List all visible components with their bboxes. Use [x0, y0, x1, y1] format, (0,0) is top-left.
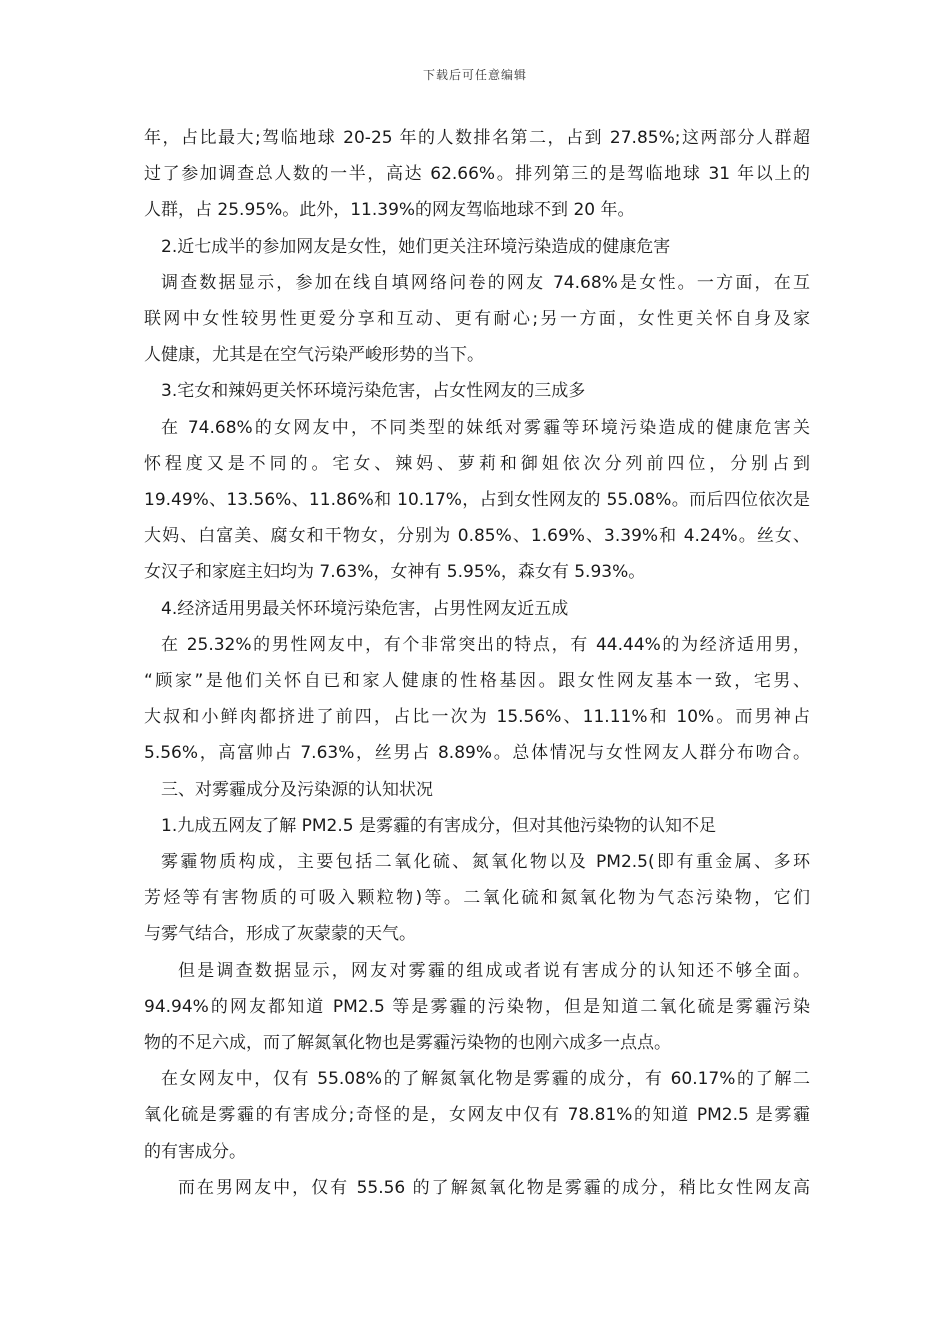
- text-line: 19.49%、13.56%、11.86%和 10.17%，占到女性网友的 55.08%。而后四位依次是: [144, 490, 810, 511]
- text-line: 雾霾物质构成，主要包括二氧化硫、氮氧化物以及 PM2.5(即有重金属、多环: [161, 852, 810, 873]
- text-line: 人群，占 25.95%。此外，11.39%的网友驾临地球不到 20 年。: [144, 200, 635, 221]
- text-line: 人健康，尤其是在空气污染严峻形势的当下。: [144, 345, 484, 366]
- text-line: “顾家”是他们关怀自已和家人健康的性格基因。跟女性网友基本一致，宅男、: [144, 671, 810, 692]
- text-line: 而在男网友中，仅有 55.56 的了解氮氧化物是雾霾的成分，稍比女性网友高: [178, 1177, 810, 1198]
- text-line: 在 74.68%的女网友中，不同类型的妹纸对雾霾等环境污染造成的健康危害关: [161, 417, 810, 438]
- document-body: [144, 120, 810, 1206]
- text-line: 但是调查数据显示，网友对雾霾的组成或者说有害成分的认知还不够全面。: [178, 960, 810, 981]
- text-line: 大叔和小鲜肉都挤进了前四，占比一次为 15.56%、11.11%和 10%。而男神占: [144, 707, 810, 728]
- text-line: 2.近七成半的参加网友是女性，她们更关注环境污染造成的健康危害: [161, 236, 671, 257]
- text-line: 3.宅女和辣妈更关怀环境污染危害，占女性网友的三成多: [161, 381, 586, 402]
- text-line: 联网中女性较男性更爱分享和互动、更有耐心;另一方面，女性更关怀自身及家: [144, 309, 810, 330]
- text-line: 三、对雾霾成分及污染源的认知状况: [161, 779, 433, 800]
- text-line: 年，占比最大;驾临地球 20-25 年的人数排名第二，占到 27.85%;这两部分人群超: [144, 128, 810, 148]
- text-line: 大妈、白富美、腐女和干物女，分别为 0.85%、1.69%、3.39%和 4.24%。丝女、: [144, 526, 810, 547]
- text-line: 4.经济适用男最关怀环境污染危害，占男性网友近五成: [161, 598, 569, 619]
- text-line: 与雾气结合，形成了灰蒙蒙的天气。: [144, 924, 416, 945]
- text-line: 在女网友中，仅有 55.08%的了解氮氧化物是雾霾的成分，有 60.17%的了解二: [161, 1069, 810, 1090]
- text-line: 怀程度又是不同的。宅女、辣妈、萝莉和御姐依次分列前四位，分别占到: [144, 453, 810, 474]
- text-line: 芳烃等有害物质的可吸入颗粒物)等。二氧化硫和氮氧化物为气态污染物，它们: [144, 888, 810, 909]
- text-line: 5.56%，高富帅占 7.63%，丝男占 8.89%。总体情况与女性网友人群分布吻合。: [144, 743, 810, 764]
- text-line: 1.九成五网友了解 PM2.5 是雾霾的有害成分，但对其他污染物的认知不足: [161, 815, 716, 836]
- text-line: 调查数据显示，参加在线自填网络问卷的网友 74.68%是女性。一方面，在互: [161, 272, 810, 293]
- text-line: 94.94%的网友都知道 PM2.5 等是雾霾的污染物，但是知道二氧化硫是雾霾污染: [144, 996, 810, 1017]
- text-line: 过了参加调查总人数的一半，高达 62.66%。排列第三的是驾临地球 31 年以上的: [144, 164, 810, 185]
- text-line: 女汉子和家庭主妇均为 7.63%，女神有 5.95%，森女有 5.93%。: [144, 562, 646, 583]
- text-line: 的有害成分。: [144, 1141, 246, 1162]
- text-line: 氧化硫是雾霾的有害成分;奇怪的是，女网友中仅有 78.81%的知道 PM2.5 是雾霾: [144, 1105, 810, 1126]
- text-line: 在 25.32%的男性网友中，有个非常突出的特点，有 44.44%的为经济适用男，: [161, 634, 810, 655]
- text-line: 物的不足六成，而了解氮氧化物也是雾霾污染物的也刚六成多一点点。: [144, 1033, 671, 1054]
- page-header: 下载后可任意编辑: [422, 68, 527, 82]
